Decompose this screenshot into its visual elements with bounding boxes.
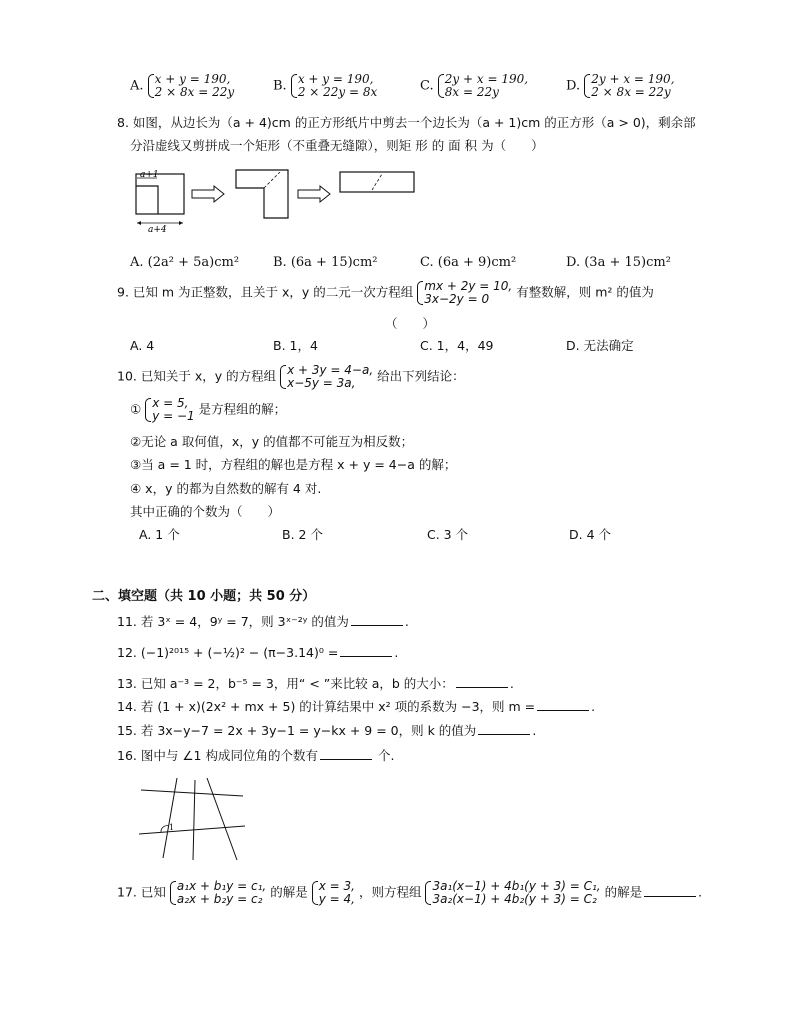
q8-line1: 8. 如图，从边长为（a + 4)cm 的正方形纸片中剪去一个边长为（a + 1)cm 的正方形（a > 0)，剩余部	[117, 115, 696, 130]
q8-figure	[128, 166, 418, 234]
q10-option-b: B. 2 个	[282, 527, 323, 542]
q8-line2: 分沿虚线又剪拼成一个矩形（不重叠无缝隙），则矩 形 的 面 积 为（ ）	[130, 138, 544, 153]
q10-option-c: C. 3 个	[427, 527, 469, 542]
q9-option-d: D. 无法确定	[566, 338, 634, 353]
q10-option-a: A. 1 个	[139, 527, 180, 542]
q14: 14. 若 (1 + x)(2x² + mx + 5) 的计算结果中 x² 项的系数为 −3，则 m = .	[117, 699, 596, 714]
q8-option-c: C. (6a + 9)cm²	[420, 255, 517, 270]
q10-option-d: D. 4 个	[569, 527, 611, 542]
q10-conclusion-3: ③当 a = 1 时，方程组的解也是方程 x + y = 4−a 的解；	[130, 457, 457, 472]
l-shape	[236, 170, 288, 218]
q10-question: 其中正确的个数为（ ）	[130, 504, 281, 519]
q9-option-b: B. 1，4	[273, 338, 318, 353]
q9-option-a: A. 4	[130, 338, 155, 353]
q13: 13. 已知 a⁻³ = 2，b⁻⁵ = 3，用“ < ”来比较 a，b 的大小： .	[117, 676, 514, 691]
arrow-right-icon	[192, 186, 224, 202]
section-2-heading: 二、填空题（共 10 小题；共 50 分）	[92, 589, 316, 604]
q16: 16. 图中与 ∠1 构成同位角的个数有 个.	[117, 748, 395, 763]
q9-stem: 9. 已知 m 为正整数，且关于 x，y 的二元一次方程组 mx + 2y = 10, 3x−2y = 0 有整数解，则 m² 的值为	[117, 279, 654, 306]
q15: 15. 若 3x−y−7 = 2x + 3y−1 = y−kx + 9 = 0，则 k 的值为 .	[117, 723, 537, 738]
fig-label-a-plus-1: a+1	[140, 170, 159, 180]
q7-option-b: B. x + y = 190, 2 × 22y = 8x	[273, 72, 378, 99]
arrow-right-icon-2	[298, 186, 330, 202]
q7-option-c: C. 2y + x = 190, 8x = 22y	[420, 72, 529, 99]
q10-conclusion-2: ②无论 a 取何值，x，y 的值都不可能互为相反数；	[130, 434, 414, 449]
q10-conclusion-4: ④ x，y 的都为自然数的解有 4 对.	[130, 481, 322, 496]
q16-figure	[135, 776, 255, 862]
fig-label-a-plus-4: a+4	[148, 225, 167, 234]
q9-paren: （ ）	[385, 316, 436, 331]
q10-stem: 10. 已知关于 x，y 的方程组 x + 3y = 4−a, x−5y = 3a, 给出下列结论：	[117, 363, 465, 390]
q17: 17. 已知 a₁x + b₁y = c₁, a₂x + b₂y = c₂ 的解是 x = 3, y = 4, ，则方程组 3a₁(x−1) + 4b₁(y + 3) = C₁, 3a₂(x−1) + 4b₂(y + 3) = C₂ 的解是 .	[117, 879, 703, 906]
q7-option-d: D. 2y + x = 190, 2 × 8x = 22y	[566, 72, 675, 99]
result-rectangle	[340, 172, 414, 192]
q8-option-b: B. (6a + 15)cm²	[273, 255, 378, 270]
q11: 11. 若 3ˣ = 4，9ʸ = 7，则 3ˣ⁻²ʸ 的值为 .	[117, 614, 409, 629]
q9-option-c: C. 1，4，49	[420, 338, 494, 353]
angle-1-label: 1	[169, 823, 175, 832]
q8-option-a: A. (2a² + 5a)cm²	[130, 255, 240, 270]
q12: 12. (−1)²⁰¹⁵ + (−½)² − (π−3.14)⁰ = .	[117, 645, 399, 660]
cut-square-shape	[136, 174, 184, 225]
q7-option-a: A. x + y = 190, 2 × 8x = 22y	[130, 72, 235, 99]
q10-conclusion-1: ① x = 5, y = −1 是方程组的解；	[130, 396, 287, 423]
q8-option-d: D. (3a + 15)cm²	[566, 255, 671, 270]
